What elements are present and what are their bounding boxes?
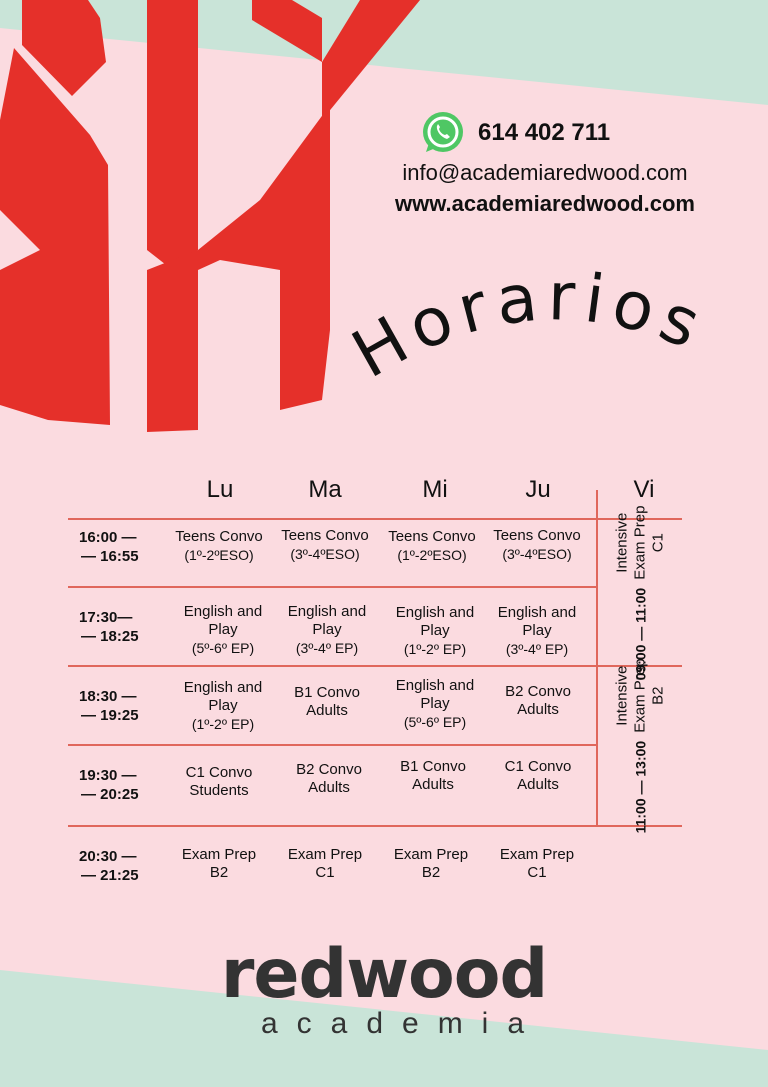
class-name: Exam Prep C1 [499, 846, 575, 881]
class-name: B2 Convo Adults [505, 683, 571, 718]
day-header-mon: Lu [206, 476, 234, 503]
time-slot-4 [79, 766, 159, 804]
class-cell [280, 603, 374, 657]
class-cell [286, 761, 372, 797]
class-level: (1º-2ºESO) [184, 547, 254, 563]
row-divider [68, 586, 596, 588]
time-start: 19:30 — [79, 767, 137, 784]
phone-row [420, 110, 610, 156]
class-cell [284, 684, 370, 720]
class-cell [484, 527, 590, 563]
class-level: (1º-2ºESO) [397, 547, 467, 563]
brand-logo [0, 935, 768, 1040]
row-divider [68, 744, 596, 746]
class-level: (1º-2º EP) [191, 716, 255, 732]
class-name: English and Play [395, 677, 475, 712]
row-divider [68, 518, 682, 520]
logo-subtitle: academia [260, 1007, 544, 1040]
class-cell [166, 528, 272, 564]
time-start: 18:30 — [79, 688, 137, 705]
class-name: English and Play [395, 604, 475, 639]
friday-time: 09:00 — 11:00 [632, 587, 649, 681]
time-end: — 21:25 [81, 867, 139, 884]
time-start: 16:00 — [79, 529, 137, 546]
day-header-thu: Ju [525, 476, 551, 503]
class-cell [390, 758, 476, 794]
class-level: (3º-4º EP) [505, 641, 569, 657]
class-name: B2 Convo Adults [296, 761, 362, 796]
class-level: (5º-6º EP) [403, 714, 467, 730]
friday-line: Intensive [613, 512, 631, 573]
friday-time: 11:00 — 13:00 [632, 740, 649, 834]
class-name: Teens Convo [493, 527, 581, 544]
class-name: B1 Convo Adults [400, 758, 466, 793]
row-divider [68, 825, 682, 827]
class-cell [272, 527, 378, 563]
time-slot-2 [79, 608, 159, 646]
time-end: — 18:25 [81, 628, 139, 645]
class-level: (5º-6º EP) [191, 640, 255, 656]
time-end: — 19:25 [81, 707, 139, 724]
friday-line: Intensive [613, 665, 631, 726]
whatsapp-icon [420, 110, 466, 156]
class-name: English and Play [287, 603, 367, 638]
class-name: B1 Convo Adults [294, 684, 360, 719]
class-name: Exam Prep C1 [287, 846, 363, 881]
svg-text:Horarios [340, 258, 718, 393]
time-slot-1 [79, 528, 159, 566]
class-name: C1 Convo Students [185, 764, 253, 799]
friday-line: Exam Prep [631, 505, 649, 580]
class-level: (3º-4ºESO) [502, 546, 572, 562]
class-name: Teens Convo [281, 527, 369, 544]
page-title [340, 250, 740, 410]
title-text: Horarios [339, 258, 718, 394]
class-name: English and Play [183, 679, 263, 714]
class-level: (1º-2º EP) [403, 641, 467, 657]
day-header-fri: Vi [633, 476, 655, 503]
class-cell [490, 604, 584, 658]
class-cell [388, 677, 482, 731]
time-slot-5 [79, 847, 159, 885]
friday-class [613, 506, 667, 580]
class-cell [379, 528, 485, 564]
class-name: Teens Convo [175, 528, 263, 545]
time-start: 17:30— [79, 609, 133, 626]
phone-number[interactable]: 614 402 711 [478, 119, 611, 146]
class-cell [495, 683, 581, 719]
friday-class [613, 659, 667, 733]
class-name: Teens Convo [388, 528, 476, 545]
day-header-tue: Ma [308, 476, 342, 503]
friday-block-1 [598, 505, 682, 681]
class-level: (3º-4º EP) [295, 640, 359, 656]
class-cell [388, 846, 474, 882]
class-cell [176, 679, 270, 733]
class-cell [494, 846, 580, 882]
class-name: Exam Prep B2 [181, 846, 257, 881]
class-name: English and Play [183, 603, 263, 638]
website-link[interactable]: www.academiaredwood.com [395, 191, 695, 216]
class-level: (3º-4ºESO) [290, 546, 360, 562]
friday-line: Exam Prep [631, 658, 649, 733]
class-cell [176, 764, 262, 800]
class-name: C1 Convo Adults [504, 758, 572, 793]
class-cell [176, 846, 262, 882]
time-end: — 16:55 [81, 548, 139, 565]
class-cell [388, 604, 482, 658]
friday-block-2 [598, 658, 682, 834]
class-cell [495, 758, 581, 794]
time-start: 20:30 — [79, 848, 137, 865]
logo-wordmark: redwood [220, 935, 548, 1014]
row-divider [68, 665, 682, 667]
class-name: Exam Prep B2 [393, 846, 469, 881]
friday-line: C1 [649, 533, 667, 553]
class-cell [282, 846, 368, 882]
time-end: — 20:25 [81, 786, 139, 803]
friday-line: B2 [649, 686, 667, 705]
day-header-wed: Mi [422, 476, 448, 503]
class-name: English and Play [497, 604, 577, 639]
time-slot-3 [79, 687, 159, 725]
email-link[interactable]: info@academiaredwood.com [402, 160, 688, 185]
class-cell [176, 603, 270, 657]
